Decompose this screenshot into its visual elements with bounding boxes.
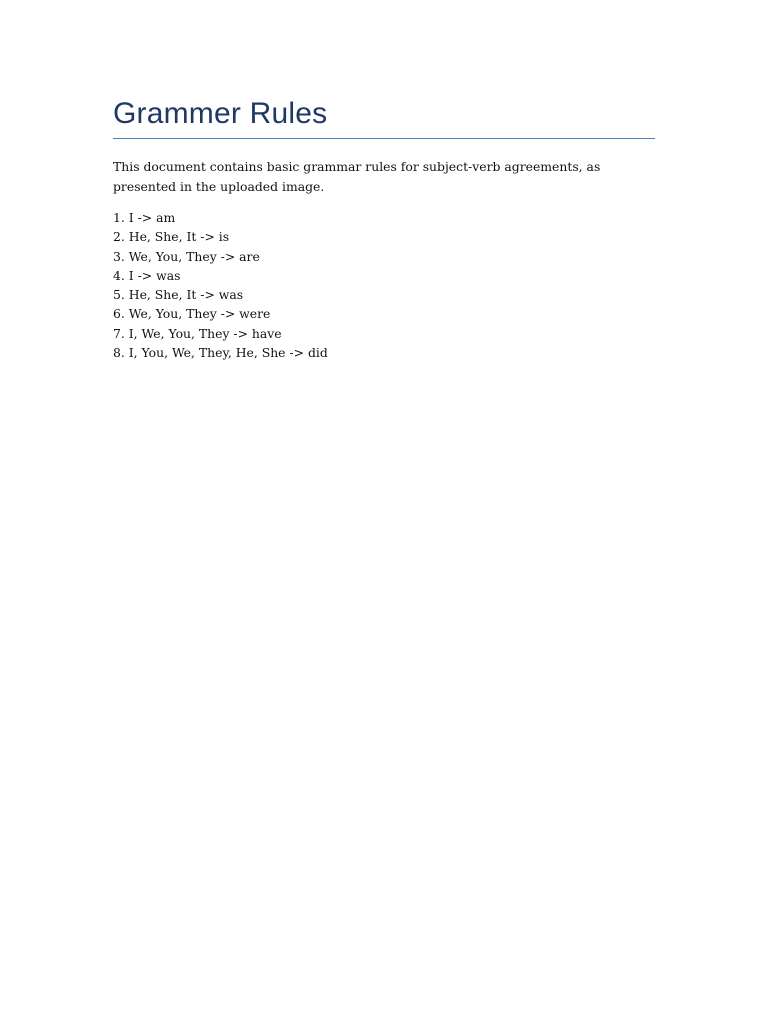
document-body: [113, 92, 655, 362]
rules-list: [113, 208, 655, 362]
rule-item: 5. He, She, It -> was: [113, 287, 244, 303]
rule-item: 7. I, We, You, They -> have: [113, 325, 282, 341]
rule-item: 4. I -> was: [113, 267, 181, 283]
rule-item: 1. I -> am: [113, 210, 176, 225]
rule-item: 2. He, She, It -> is: [113, 229, 230, 245]
rule-item: 3. We, You, They -> are: [113, 248, 260, 264]
title-underline: [113, 138, 655, 139]
intro-paragraph: This document contains basic grammar rules for subject-verb agreements, as presented in the uploaded image.: [113, 159, 601, 194]
rule-item: 6. We, You, They -> were: [113, 306, 271, 322]
document-title: Grammer Rules: [113, 97, 328, 130]
rule-item: 8. I, You, We, They, He, She -> did: [113, 345, 328, 361]
